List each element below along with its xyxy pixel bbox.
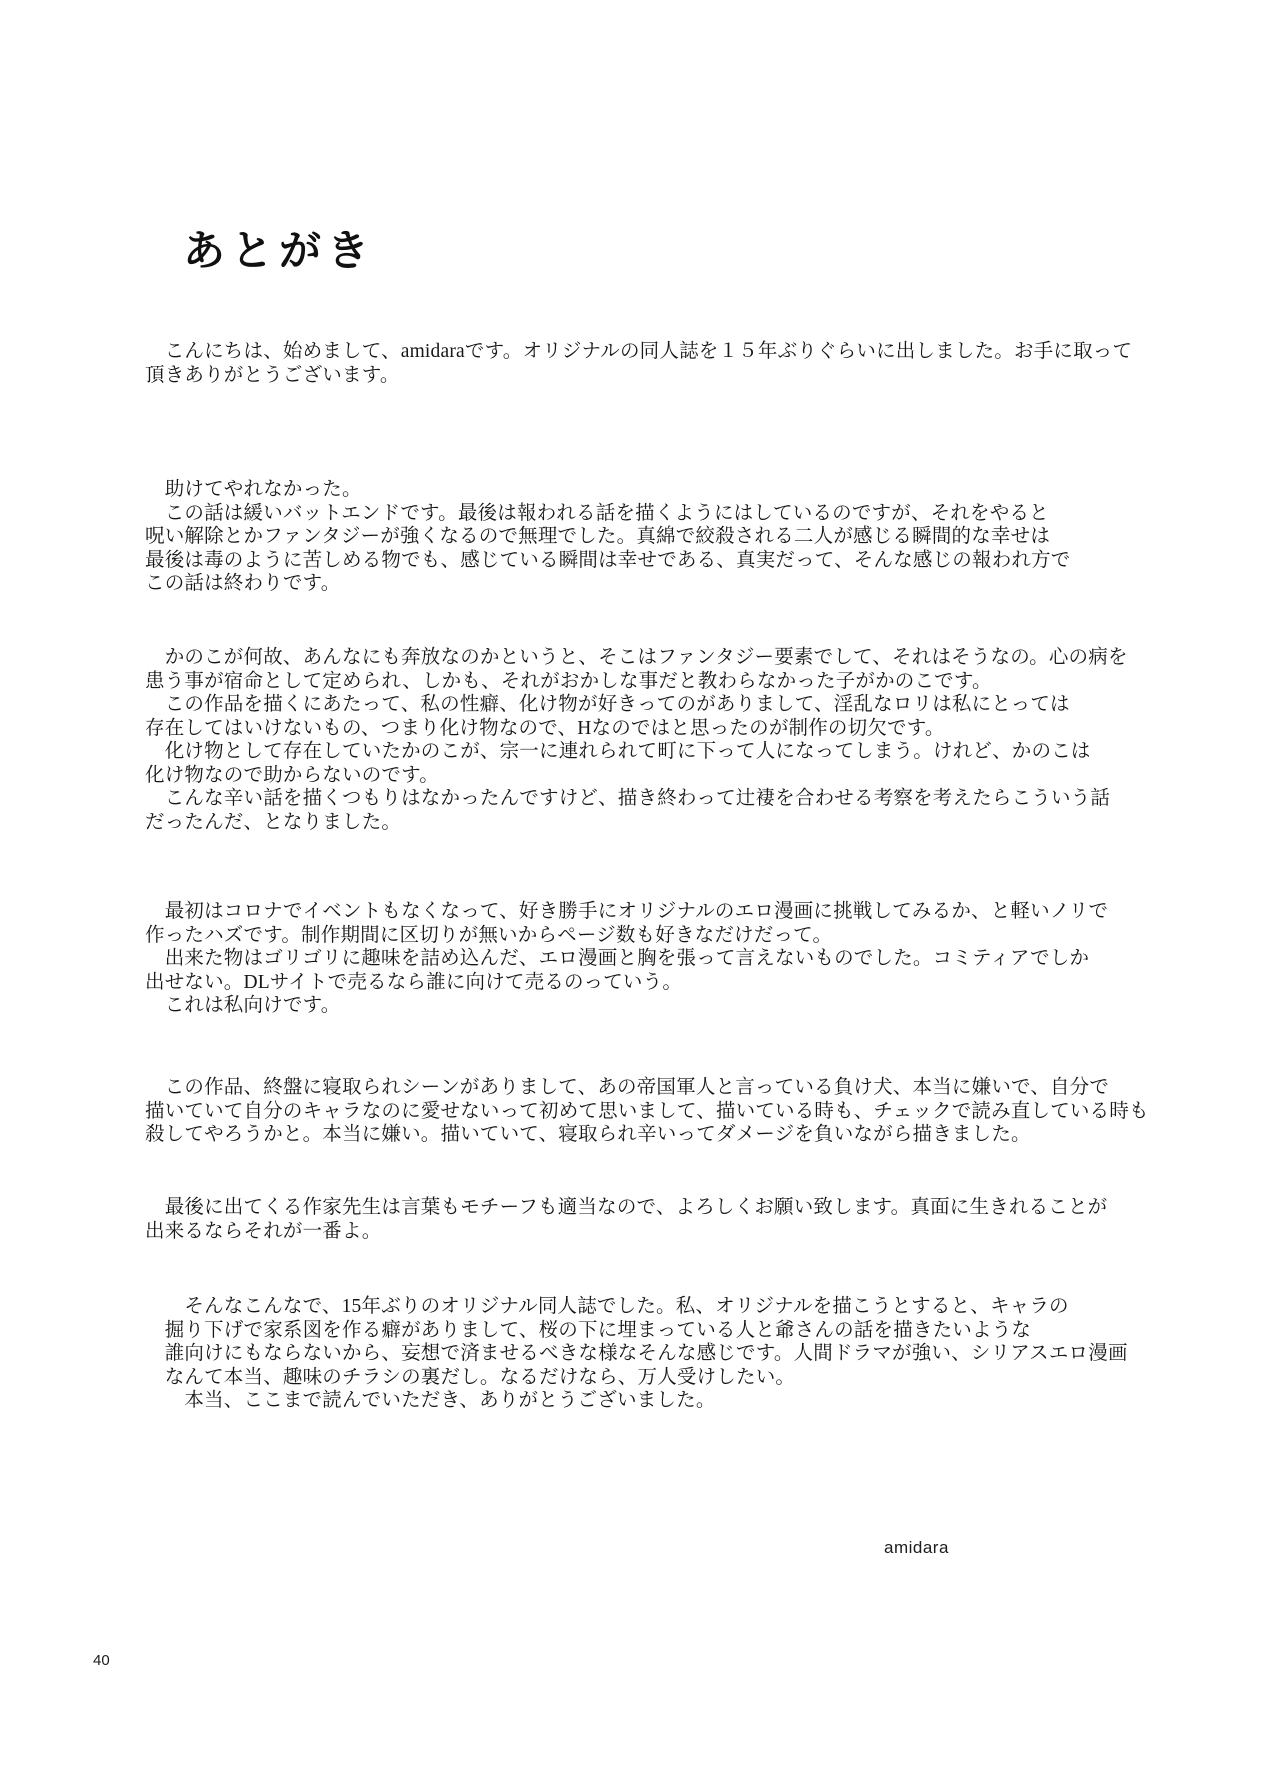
paragraph-closing (145, 1295, 1175, 1413)
text-line: かのこが何故、あんなにも奔放なのかというと、そこはファンタジー要素でして、それはそうなの。心の病を (145, 647, 1128, 668)
text-line: この話は終わりです。 (145, 573, 341, 594)
text-line: 存在してはいけないもの、つまり化け物なので、Hなのではと思ったのが制作の切欠です。 (145, 717, 945, 739)
text-line: 化け物として存在していたかのこが、宗一に連れられて町に下って人になってしまう。けれど、かのこは (145, 741, 1091, 762)
page-title: あとがき (183, 229, 376, 275)
paragraph-ntr-scene (145, 1076, 1175, 1147)
paragraph-character-kanoko (145, 646, 1175, 834)
text-line: 本当、ここまで読んでいただき、ありがとうございました。 (145, 1390, 716, 1411)
text-line: 出来るならそれが一番よ。 (145, 1220, 382, 1242)
text-line: こんにちは、始めまして、amidaraです。オリジナルの同人誌を１５年ぶりぐらいに出しました。お手に取って (145, 341, 1133, 362)
text-line: この作品を描くにあたって、私の性癖、化け物が好きってのがありまして、淫乱なロリは私にとっては (145, 694, 1070, 715)
text-line: この話は緩いバットエンドです。最後は報われる話を描くようにはしているのですが、それをやると (145, 502, 1049, 524)
text-line: こんな辛い話を描くつもりはなかったんですけど、描き終わって辻褄を合わせる考察を考えたらこういう話 (145, 788, 1111, 809)
page-number: 40 (93, 1652, 110, 1669)
text-line: だったんだ、となりました。 (145, 811, 402, 833)
text-line: 呪い解除とかファンタジーが強くなるので無理でした。真綿で絞殺される二人が感じる瞬間的な幸せは (145, 526, 1051, 547)
text-line: これは私向けです。 (145, 995, 341, 1016)
text-line: 最後は毒のように苦しめる物でも、感じている瞬間は幸せである、真実だって、そんな感じの報われ方で (145, 549, 1071, 571)
text-line: そんなこんなで、15年ぶりのオリジナル同人誌でした。私、オリジナルを描こうとすると、キャラの (145, 1296, 1069, 1317)
text-line: 最初はコロナでイベントもなくなって、好き勝手にオリジナルのエロ漫画に挑戦してみるか、と軽いノリで (145, 901, 1109, 922)
paragraph-greeting (145, 340, 1175, 387)
author-signature: amidara (884, 1538, 949, 1557)
paragraph-production (145, 900, 1175, 1018)
text-line: 殺してやろうかと。本当に嫌い。描いていて、寝取られ辛いってダメージを負いながら描きました。 (145, 1124, 1031, 1145)
text-line: 出せない。DLサイトで売るなら誰に向けて売るのっていう。 (145, 971, 683, 993)
text-line: 作ったハズです。制作期間に区切りが無いからページ数も好きなだけだって。 (145, 924, 833, 946)
text-line: 患う事が宿命として定められ、しかも、それがおかしな事だと教わらなかった子がかのこです。 (145, 670, 992, 692)
paragraph-story-ending (145, 478, 1175, 596)
text-line: 化け物なので助からないのです。 (145, 764, 439, 786)
text-line: 誰向けにもならないから、妄想で済ませるべきな様なそんな感じです。人間ドラマが強い、シリアスエロ漫画 (145, 1343, 1128, 1364)
text-line: この作品、終盤に寝取られシーンがありまして、あの帝国軍人と言っている負け犬、本当に嫌いで、自分で (145, 1077, 1110, 1098)
text-line: 最後に出てくる作家先生は言葉もモチーフも適当なので、よろしくお願い致します。真面に生きれることが (145, 1197, 1108, 1218)
text-line: なんて本当、趣味のチラシの裏だし。なるだけなら、万人受けしたい。 (145, 1366, 796, 1388)
text-line: 助けてやれなかった。 (145, 479, 362, 500)
paragraph-author-character (145, 1196, 1175, 1243)
text-line: 頂きありがとうございます。 (145, 364, 400, 386)
text-line: 掘り下げで家系図を作る癖がありまして、桜の下に埋まっている人と爺さんの話を描きたいような (145, 1319, 1032, 1341)
text-line: 描いていて自分のキャラなのに愛せないって初めて思いまして、描いている時も、チェックで読み直している時も (145, 1100, 1149, 1122)
text-line: 出来た物はゴリゴリに趣味を詰め込んだ、エロ漫画と胸を張って言えないものでした。コミティアでしか (145, 948, 1090, 969)
